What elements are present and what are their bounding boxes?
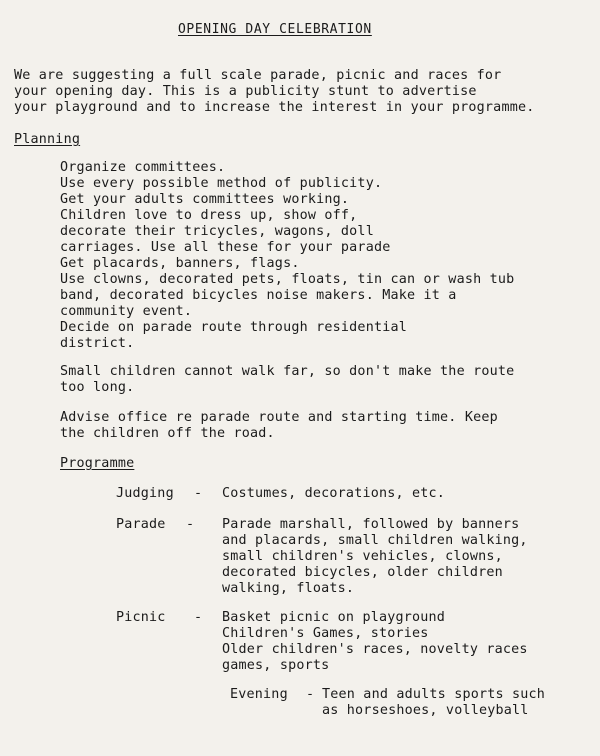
planning-line: Get your adults committees working.	[60, 192, 350, 207]
event-line: Basket picnic on playground	[222, 610, 446, 625]
event-label: Parade	[116, 517, 166, 532]
event-line: games, sports	[222, 658, 330, 673]
event-line: Children's Games, stories	[222, 626, 429, 641]
planning-line: Decide on parade route through residential	[60, 320, 407, 335]
document-title: OPENING DAY CELEBRATION	[178, 22, 372, 37]
event-dash: -	[186, 517, 195, 532]
event-line: walking, floats.	[222, 581, 355, 596]
event-dash: -	[194, 486, 203, 501]
event-line: Costumes, decorations, etc.	[222, 486, 446, 501]
event-line: and placards, small children walking,	[222, 533, 528, 548]
event-dash: -	[194, 610, 203, 625]
note-line: Advise office re parade route and starting time. Keep	[60, 410, 498, 425]
planning-heading: Planning	[14, 132, 81, 147]
event-line: Teen and adults sports such	[322, 687, 546, 702]
note-line: Small children cannot walk far, so don't make the route	[60, 364, 515, 379]
event-line: decorated bicycles, older children	[222, 565, 503, 580]
planning-line: carriages. Use all these for your parade	[60, 240, 391, 255]
event-label: Judging	[116, 486, 174, 501]
planning-line: band, decorated bicycles noise makers. Make it a	[60, 288, 457, 303]
planning-line: Children love to dress up, show off,	[60, 208, 358, 223]
intro-line: your playground and to increase the interest in your programme.	[14, 100, 535, 115]
planning-line: Get placards, banners, flags.	[60, 256, 300, 271]
event-dash: -	[306, 687, 315, 702]
event-line: Parade marshall, followed by banners	[222, 517, 520, 532]
intro-line: your opening day. This is a publicity stunt to advertise	[14, 84, 477, 99]
event-line: small children's vehicles, clowns,	[222, 549, 503, 564]
event-line: Older children's races, novelty races	[222, 642, 528, 657]
planning-line: decorate their tricycles, wagons, doll	[60, 224, 374, 239]
planning-line: community event.	[60, 304, 193, 319]
event-label: Picnic	[116, 610, 166, 625]
planning-line: Use clowns, decorated pets, floats, tin can or wash tub	[60, 272, 515, 287]
note-line: the children off the road.	[60, 426, 275, 441]
planning-line: Use every possible method of publicity.	[60, 176, 383, 191]
planning-line: Organize committees.	[60, 160, 226, 175]
planning-line: district.	[60, 336, 135, 351]
event-line: as horseshoes, volleyball	[322, 703, 529, 718]
programme-heading: Programme	[60, 456, 135, 471]
intro-line: We are suggesting a full scale parade, picnic and races for	[14, 68, 502, 83]
note-line: too long.	[60, 380, 135, 395]
event-label: Evening	[230, 687, 288, 702]
